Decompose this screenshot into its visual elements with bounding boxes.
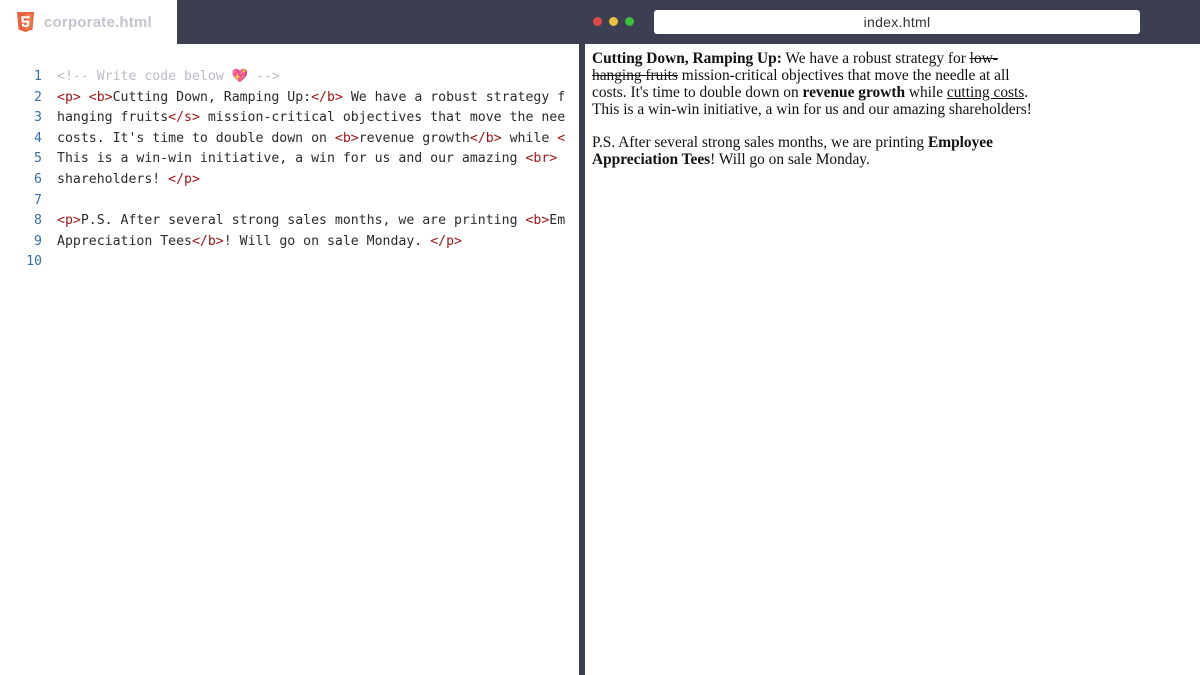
- code-line[interactable]: [0, 191, 580, 211]
- address-text: index.html: [863, 14, 931, 30]
- line-number: 7: [34, 193, 42, 208]
- code-line[interactable]: [0, 129, 580, 149]
- editor-tab-bar: [0, 0, 580, 44]
- bold-revenue-growth: revenue growth: [802, 83, 905, 101]
- preview-paragraph-2: [592, 135, 1032, 169]
- browser-toolbar: [585, 0, 1200, 44]
- code-line[interactable]: [0, 67, 580, 87]
- code-text: hanging fruits</s> mission-critical objectives that move the nee: [57, 110, 566, 125]
- bold-employee-tees: Employee Appreciation Tees: [592, 133, 993, 168]
- underlined-text: cutting costs: [946, 83, 1025, 101]
- code-editor-pane: [0, 0, 580, 675]
- text-run: while: [905, 83, 947, 101]
- text-run: P.S. After several strong sales months, we are printing: [592, 133, 928, 151]
- maximize-window-dot[interactable]: [625, 17, 634, 26]
- code-text: <!-- Write code below 💖 -->: [57, 69, 280, 84]
- tab-label: corporate.html: [44, 13, 152, 31]
- code-line[interactable]: [0, 232, 580, 252]
- code-text: <p> <b>Cutting Down, Ramping Up:</b> We have a robust strategy f: [57, 90, 566, 105]
- line-number: 2: [34, 90, 42, 105]
- line-number: 5: [34, 151, 42, 166]
- preview-paragraph-1: [592, 51, 1032, 119]
- line-number: 8: [34, 213, 42, 228]
- close-window-dot[interactable]: [593, 17, 602, 26]
- rendered-page: [592, 51, 1032, 184]
- bold-lead: Cutting Down, Ramping Up:: [592, 50, 782, 67]
- browser-preview-pane: [585, 0, 1200, 675]
- text-run: We have a robust strategy for: [781, 50, 970, 67]
- line-number: 9: [34, 234, 42, 249]
- code-text: <p>P.S. After several strong sales months, we are printing <b>Em: [57, 213, 566, 228]
- text-run: mission-critical objectives that move the needle at all costs. It's time to double down on: [592, 66, 1010, 101]
- code-line[interactable]: [0, 170, 580, 190]
- line-number: 1: [34, 69, 42, 84]
- line-number: 6: [34, 172, 42, 187]
- text-run: . This is a win-win initiative, a win for us and our amazing shareholders!: [592, 83, 1032, 118]
- line-number: 3: [34, 110, 42, 125]
- code-line[interactable]: [0, 252, 580, 272]
- html5-icon: [17, 12, 34, 32]
- code-text: Appreciation Tees</b>! Will go on sale Monday. </p>: [57, 234, 462, 249]
- line-number: 4: [34, 131, 42, 146]
- code-line[interactable]: [0, 108, 580, 128]
- text-run: ! Will go on sale Monday.: [710, 150, 870, 168]
- minimize-window-dot[interactable]: [609, 17, 618, 26]
- strikethrough-text: low-hanging fruits: [592, 50, 998, 84]
- code-line[interactable]: [0, 88, 580, 108]
- code-line[interactable]: [0, 149, 580, 169]
- code-area[interactable]: [0, 67, 580, 667]
- code-line[interactable]: [0, 211, 580, 231]
- tab-corporate-html[interactable]: [0, 0, 177, 44]
- code-text: shareholders! </p>: [57, 172, 200, 187]
- line-number: 10: [26, 254, 42, 269]
- address-bar[interactable]: [654, 10, 1140, 34]
- code-text: costs. It's time to double down on <b>revenue growth</b> while <: [57, 131, 566, 146]
- code-text: This is a win-win initiative, a win for us and our amazing <br>: [57, 151, 558, 166]
